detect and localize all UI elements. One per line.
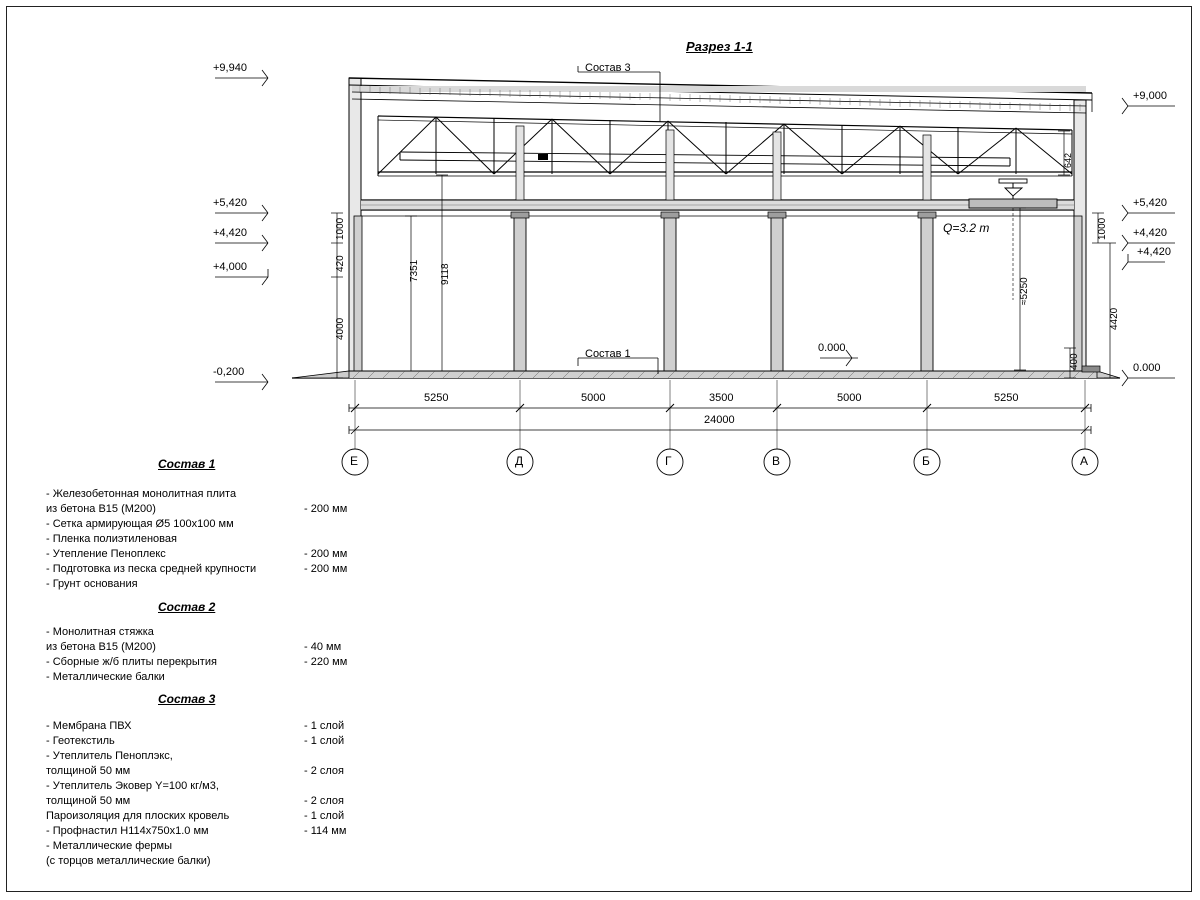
- list-item: - Утепление Пеноплекс - 200 мм: [46, 548, 348, 560]
- span-dim-3: 3500: [709, 392, 734, 404]
- list-item: из бетона B15 (M200) - 200 мм: [46, 503, 348, 515]
- list-item: - Подготовка из песка средней крупности - 200 мм: [46, 563, 348, 575]
- crane-load-label: Q=3.2 m: [943, 221, 990, 235]
- level-mark-9940: +9,940: [213, 62, 247, 74]
- dim-1000-left: 1000: [335, 217, 346, 240]
- dim-crane-5250: ≈5250: [1019, 277, 1030, 305]
- dim-7351: 7351: [409, 259, 420, 282]
- level-mark-5420-left: +5,420: [213, 197, 247, 209]
- sostav-2-title: Состав 2: [158, 600, 216, 614]
- sostav-1-list: [46, 487, 386, 592]
- list-item: - Утеплитель Пеноплэкс,: [46, 750, 173, 762]
- list-item: из бетона B15 (M200) - 40 мм: [46, 641, 342, 653]
- list-item: - Сетка армирующая Ø5 100х100 мм: [46, 518, 234, 530]
- sostav-3-list: [46, 719, 406, 869]
- span-dim-5: 5250: [994, 392, 1019, 404]
- list-item: - Мембрана ПВХ - 1 слой: [46, 720, 345, 732]
- list-item: толщиной 50 мм - 2 слоя: [46, 795, 345, 807]
- total-dim: 24000: [704, 414, 735, 426]
- list-item: - Утеплитель Эковер Y=100 кг/м3,: [46, 780, 219, 792]
- axis-label-a: А: [1080, 454, 1089, 468]
- level-mark-0000-right: 0.000: [1133, 362, 1161, 374]
- callout-sostav-1: Состав 1: [585, 348, 631, 360]
- sostav-2-list: [46, 625, 386, 685]
- dim-9118: 9118: [440, 263, 451, 285]
- list-item: толщиной 50 мм - 2 слоя: [46, 765, 345, 777]
- list-item: - Профнастил H114x750x1.0 мм - 114 мм: [46, 825, 347, 837]
- level-mark-4420-right-2: +4,420: [1137, 246, 1171, 258]
- list-item: - Сборные ж/б плиты перекрытия - 220 мм: [46, 656, 348, 668]
- dim-4420-right: 4420: [1109, 307, 1120, 330]
- list-item: - Металлические фермы: [46, 840, 173, 852]
- dim-420-left: 420: [335, 255, 346, 272]
- level-mark-4420-left: +4,420: [213, 227, 247, 239]
- list-item: - Монолитная стяжка: [46, 626, 154, 638]
- list-item: - Геотекстиль - 1 слой: [46, 735, 345, 747]
- list-item: - Грунт основания: [46, 578, 138, 590]
- level-mark-9000-right: +9,000: [1133, 90, 1167, 102]
- list-item: - Металлические балки: [46, 671, 165, 683]
- axis-label-g: Г: [665, 454, 672, 468]
- axis-label-v: В: [772, 454, 781, 468]
- span-dim-1: 5250: [424, 392, 449, 404]
- drawing-title: Разрез 1-1: [686, 39, 753, 54]
- span-dim-2: 5000: [581, 392, 606, 404]
- sostav-1-title: Состав 1: [158, 457, 216, 471]
- axis-label-d: Д: [515, 454, 524, 468]
- sostav-3-title: Состав 3: [158, 692, 216, 706]
- list-item: - Пленка полиэтиленовая: [46, 533, 177, 545]
- level-mark-minus-0200: -0,200: [213, 366, 245, 378]
- list-item: Пароизоляция для плоских кровель - 1 слой: [46, 810, 345, 822]
- level-mark-0000-mid: 0.000: [818, 342, 846, 354]
- span-dim-4: 5000: [837, 392, 862, 404]
- level-mark-4000-left: +4,000: [213, 261, 247, 273]
- dim-4000-left: 4000: [335, 317, 346, 340]
- callout-sostav-3: Состав 3: [585, 62, 631, 74]
- dim-642: 642: [1063, 152, 1073, 168]
- axis-label-e: Е: [350, 454, 359, 468]
- list-item: (с торцов металлические балки): [46, 855, 211, 867]
- list-item: - Железобетонная монолитная плита: [46, 488, 237, 500]
- axis-label-b: Б: [922, 454, 930, 468]
- dim-400-right: 400: [1069, 353, 1080, 370]
- level-mark-5420-right: +5,420: [1133, 197, 1167, 209]
- level-mark-4420-right: +4,420: [1133, 227, 1167, 239]
- dim-1000-right: 1000: [1097, 217, 1108, 240]
